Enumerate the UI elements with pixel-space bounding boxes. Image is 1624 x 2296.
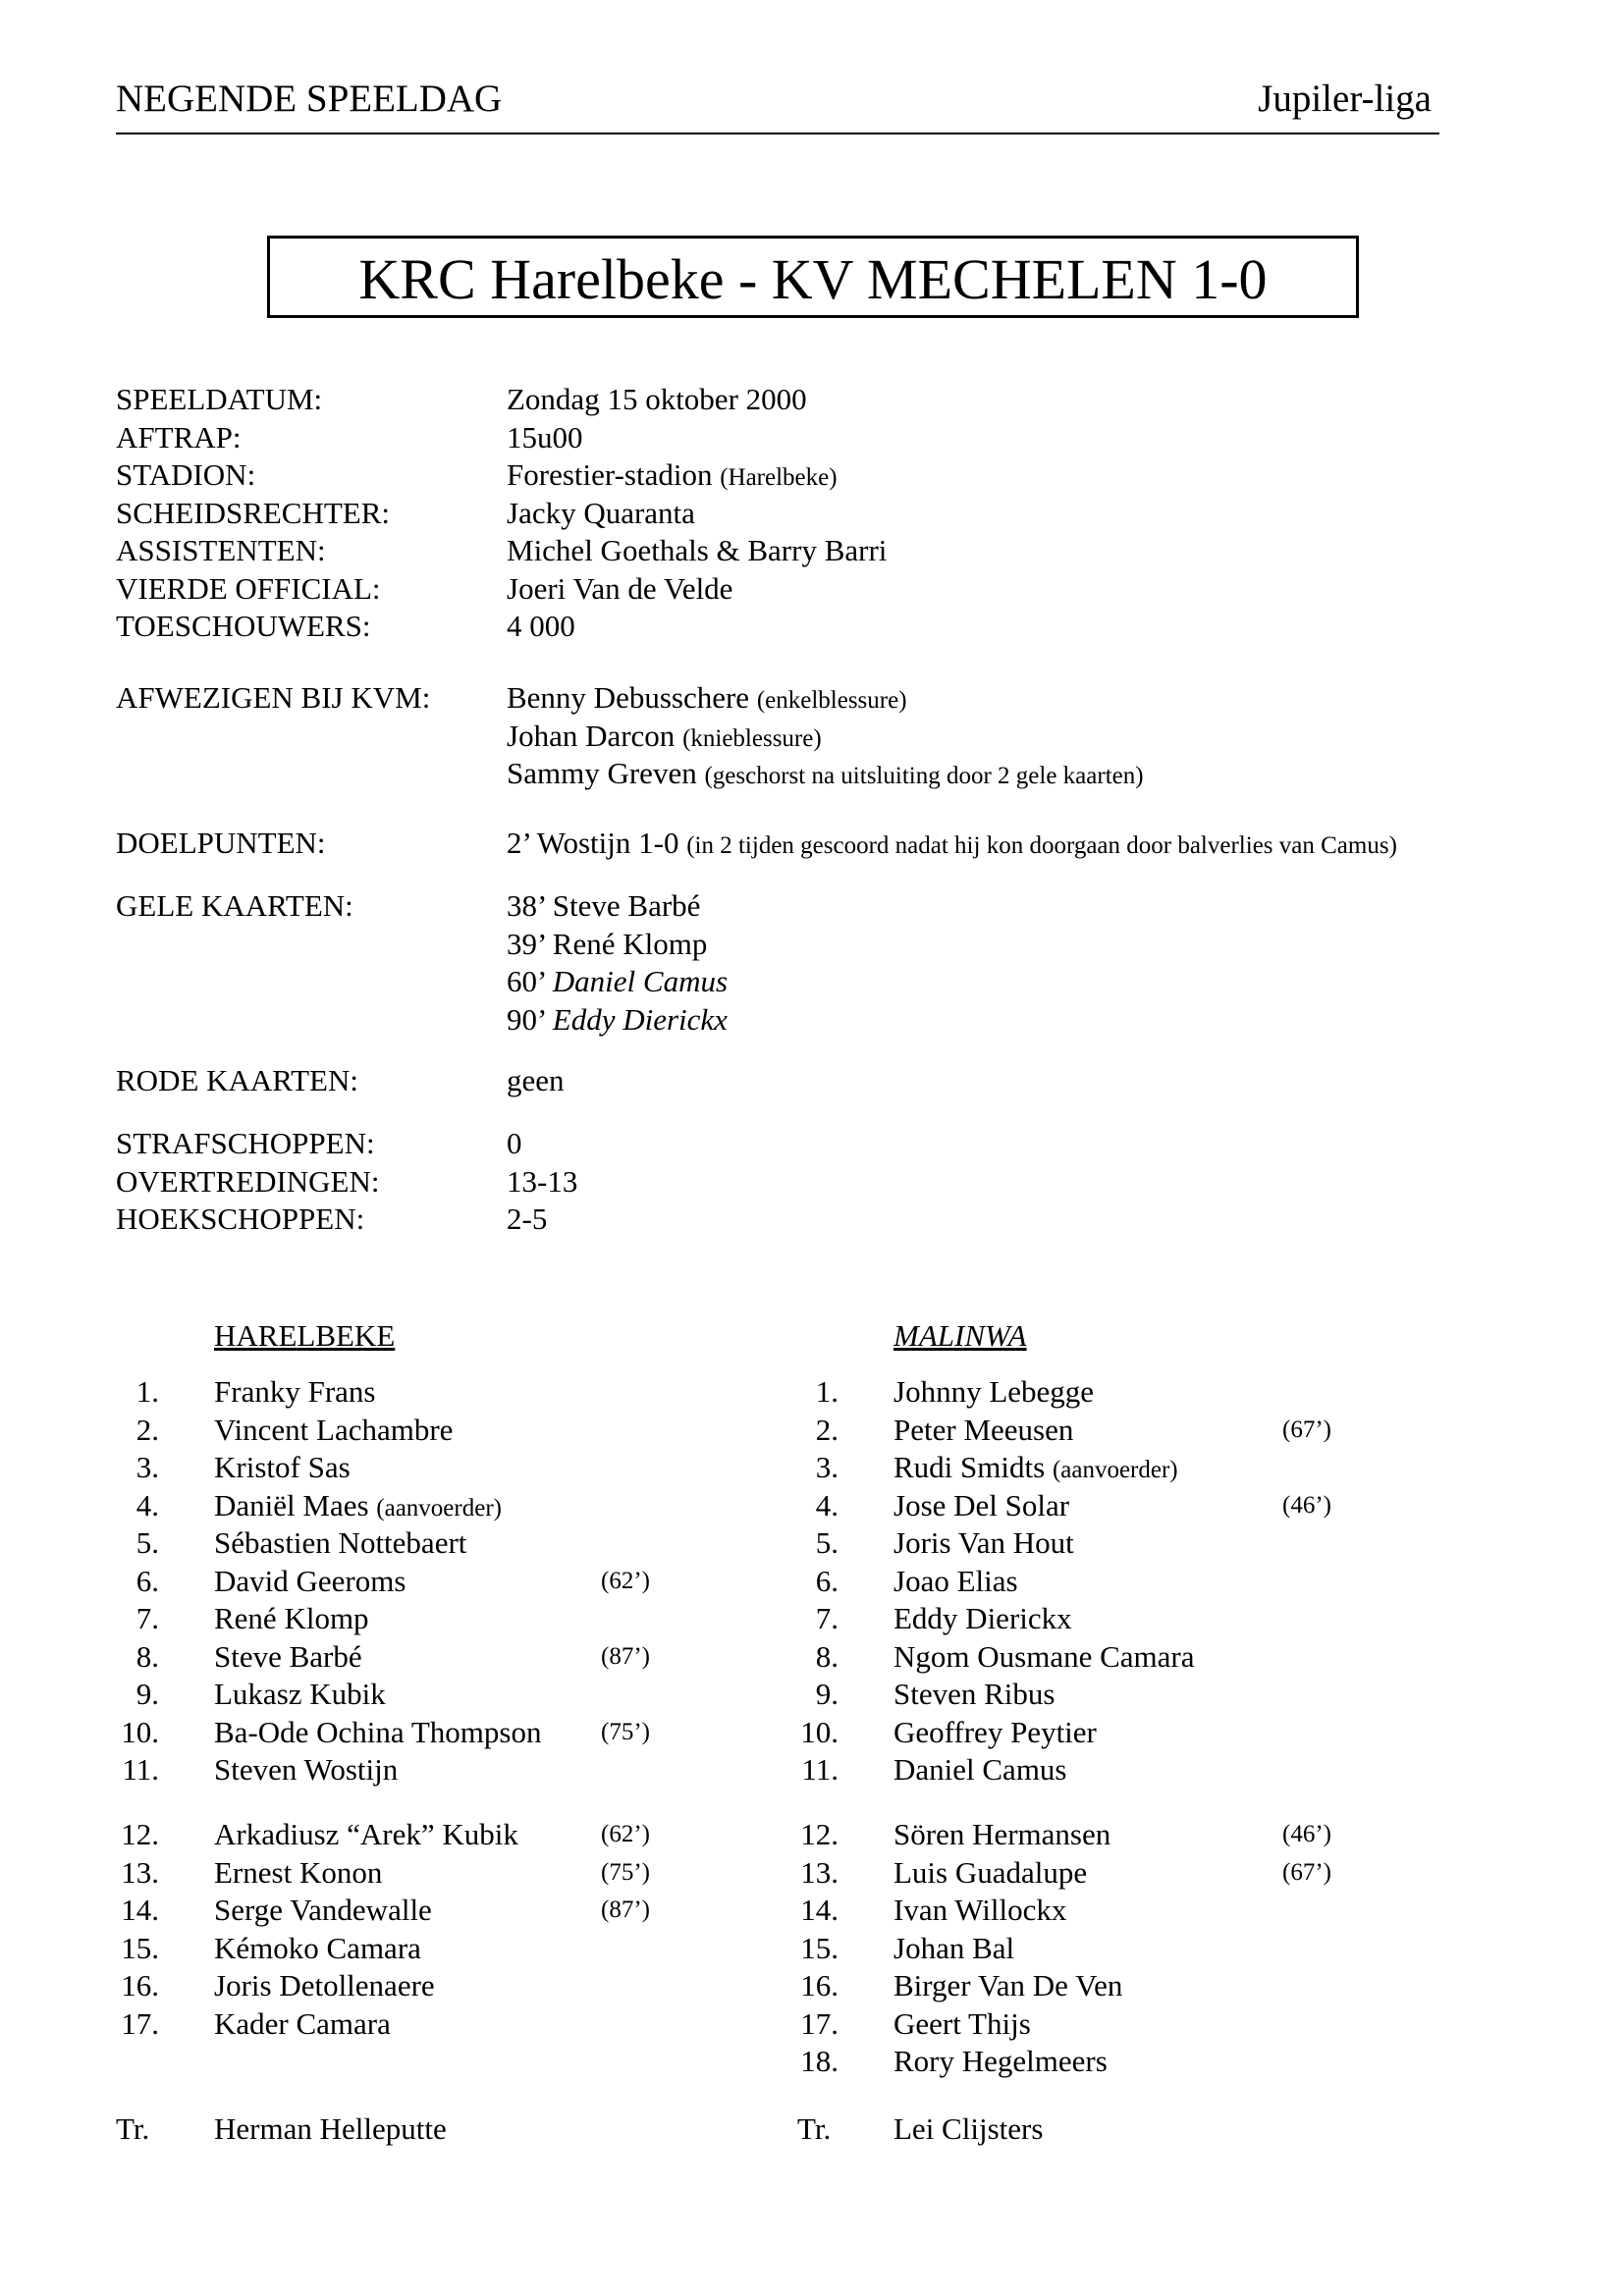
player-number: 17. [121,2005,159,2041]
info-value: Joeri Van de Velde [507,570,733,606]
stat-value: 0 [507,1126,522,1160]
stat-label: OVERTREDINGEN: [116,1163,380,1199]
header-left-text: NEGENDE SPEELDAG [116,78,503,120]
player-name: Ngom Ousmane Camara [893,1638,1195,1674]
match-title-box [267,236,1359,318]
player-number: 16. [800,1968,839,2002]
goal-item: 2’ Wostijn 1-0 (in 2 tijden gescoord nadat hij kon doorgaan door balverlies van Camus) [507,826,1397,860]
substitution-minute: (75’) [601,1718,650,1745]
header-rule [116,133,1439,134]
player-name: Kristof Sas [214,1450,351,1484]
player-name: Arkadiusz “Arek” Kubik [214,1817,518,1851]
player-name: Sören Hermansen [893,1817,1111,1851]
player-name: Birger Van De Ven [893,1968,1123,2002]
player-number: 10. [800,1714,839,1749]
player-name: Johnny Lebegge [893,1374,1095,1409]
yellow-card-item: 39’ René Klomp [507,926,708,961]
coach-label: Tr. [116,2111,150,2146]
info-value: Michel Goethals & Barry Barri [507,533,888,567]
player-number: 15. [800,1930,839,1965]
player-number: 8. [815,1638,839,1674]
info-value: 15u00 [507,419,583,454]
player-name: Steven Ribus [893,1677,1056,1711]
substitution-minute: (62’) [601,1821,650,1847]
stat-value: 13-13 [507,1163,578,1199]
player-name: Ivan Willockx [893,1893,1067,1927]
player-number: 11. [122,1752,159,1787]
substitution-minute: (62’) [601,1567,650,1594]
player-number: 5. [135,1525,159,1560]
player-number: 8. [135,1638,159,1674]
info-value: Forestier-stadion (Harelbeke) [507,457,838,492]
team-name: HARELBEKE [214,1318,396,1353]
player-name: Rory Hegelmeers [893,2044,1108,2078]
player-name: Franky Frans [214,1374,376,1409]
absent-player: Johan Darcon (knieblessure) [507,718,822,753]
info-label: SPEELDATUM: [116,382,323,416]
player-name: Lukasz Kubik [214,1677,386,1711]
coach-name: Lei Clijsters [893,2111,1044,2146]
player-number: 13. [121,1854,159,1890]
yellow-card-player: René Klomp [552,926,708,961]
info-value: Zondag 15 oktober 2000 [507,382,807,416]
captain-note: (aanvoerder) [1052,1457,1178,1483]
player-name: Joris Detollenaere [214,1968,435,2002]
player-number: 14. [800,1893,839,1927]
player-number: 9. [815,1677,839,1711]
team-name: MALINWA [893,1318,1027,1353]
yellow-cards-label: GELE KAARTEN: [116,888,353,923]
yellow-card-item: 60’ Daniel Camus [507,964,729,998]
absent-player: Sammy Greven (geschorst na uitsluiting door 2 gele kaarten) [507,756,1144,790]
player-number: 13. [800,1854,839,1890]
substitution-minute: (75’) [601,1858,650,1886]
player-name: Rudi Smidts (aanvoerder) [893,1450,1178,1484]
substitution-minute: (46’) [1282,1821,1331,1847]
yellow-card-player: Steve Barbé [552,888,701,923]
player-name: Jose Del Solar [893,1487,1070,1522]
match-title: KRC Harelbeke - KV MECHELEN 1-0 [358,247,1268,311]
header-right-text: Jupiler-liga [1258,78,1432,120]
player-name: Daniël Maes (aanvoerder) [214,1487,502,1522]
player-name: Geoffrey Peytier [893,1714,1097,1749]
substitution-minute: (67’) [1282,1415,1331,1443]
info-note: (Harelbeke) [720,464,838,491]
substitution-minute: (46’) [1282,1491,1331,1519]
red-cards-value: geen [507,1063,565,1097]
player-number: 7. [135,1601,159,1635]
yellow-card-item: 38’ Steve Barbé [507,888,701,923]
player-number: 2. [815,1412,839,1447]
player-number: 3. [815,1450,839,1484]
absent-label: AFWEZIGEN BIJ KVM: [116,680,431,715]
player-name: Eddy Dierickx [893,1601,1072,1635]
absent-note: (enkelblessure) [756,687,907,714]
player-name: Sébastien Nottebaert [214,1525,467,1560]
stat-label: STRAFSCHOPPEN: [116,1126,375,1160]
player-number: 11. [801,1752,839,1787]
player-name: Luis Guadalupe [893,1854,1088,1890]
player-number: 12. [800,1817,839,1851]
player-number: 17. [800,2005,839,2041]
player-name: Kémoko Camara [214,1930,421,1965]
yellow-card-item: 90’ Eddy Dierickx [507,1001,728,1037]
player-number: 7. [815,1601,839,1635]
absent-note: (knieblessure) [682,724,822,752]
substitution-minute: (87’) [601,1642,650,1670]
player-number: 9. [135,1677,159,1711]
player-name: Ba-Ode Ochina Thompson [214,1714,542,1749]
player-name: René Klomp [214,1601,369,1635]
info-label: ASSISTENTEN: [116,533,326,567]
player-name: Joris Van Hout [893,1525,1074,1560]
player-number: 18. [800,2044,839,2078]
player-number: 4. [135,1487,159,1522]
absent-player: Benny Debusschere (enkelblessure) [507,680,907,715]
goals-label: DOELPUNTEN: [116,826,326,860]
substitution-minute: (87’) [601,1896,650,1923]
red-cards-label: RODE KAARTEN: [116,1063,358,1097]
stat-label: HOEKSCHOPPEN: [116,1201,365,1236]
player-number: 10. [121,1714,159,1749]
info-label: VIERDE OFFICIAL: [116,570,381,606]
player-name: Steven Wostijn [214,1752,399,1787]
player-number: 5. [815,1525,839,1560]
coach-name: Herman Helleputte [214,2111,447,2146]
player-name: Steve Barbé [214,1638,362,1674]
player-number: 6. [135,1563,159,1598]
captain-note: (aanvoerder) [376,1494,502,1522]
player-number: 4. [815,1487,839,1522]
stat-value: 2-5 [507,1201,548,1236]
player-name: Vincent Lachambre [214,1412,454,1447]
player-name: Kader Camara [214,2005,391,2041]
info-label: STADION: [116,457,256,492]
info-value: Jacky Quaranta [507,495,695,530]
player-name: Ernest Konon [214,1854,383,1890]
info-value: 4 000 [507,609,575,643]
absent-note: (geschorst na uitsluiting door 2 gele kaarten) [704,763,1144,789]
yellow-card-player: Daniel Camus [552,964,729,998]
player-name: Peter Meeusen [893,1412,1074,1447]
player-number: 3. [135,1450,159,1484]
player-name: Geert Thijs [893,2005,1031,2041]
player-name: Joao Elias [893,1563,1018,1598]
player-name: Serge Vandewalle [214,1893,432,1927]
player-number: 14. [121,1893,159,1927]
coach-label: Tr. [797,2111,832,2146]
info-label: TOESCHOUWERS: [116,609,371,643]
player-number: 2. [135,1412,159,1447]
player-number: 1. [135,1374,159,1409]
player-number: 15. [121,1930,159,1965]
player-name: Johan Bal [893,1930,1015,1965]
player-number: 6. [815,1563,839,1598]
goal-note: (in 2 tijden gescoord nadat hij kon doorgaan door balverlies van Camus) [686,832,1397,859]
info-label: SCHEIDSRECHTER: [116,495,391,530]
yellow-card-player: Eddy Dierickx [552,1001,728,1037]
player-number: 16. [121,1968,159,2002]
substitution-minute: (67’) [1282,1858,1331,1886]
player-name: Daniel Camus [893,1752,1067,1787]
info-label: AFTRAP: [116,419,242,454]
player-number: 12. [121,1817,159,1851]
player-number: 1. [815,1374,839,1409]
player-name: David Geeroms [214,1563,406,1598]
